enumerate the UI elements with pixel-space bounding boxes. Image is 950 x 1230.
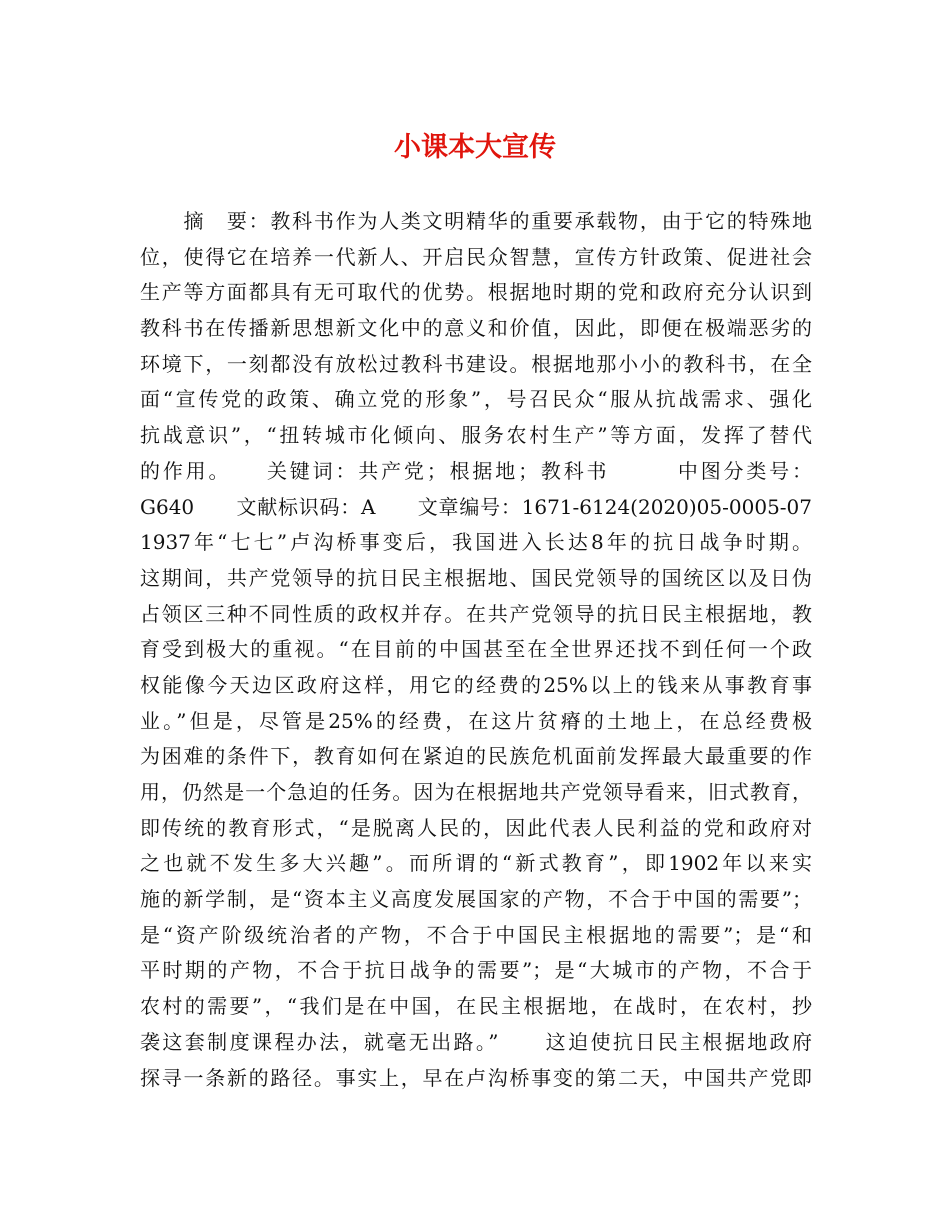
document-body: [140, 204, 812, 1096]
body-line: 摘 要：教科书作为人类文明精华的重要承载物，由于它的特殊地: [140, 209, 812, 233]
body-line: 的作用。 关键词：共产党；根据地；教科书 中图分类号：: [140, 458, 812, 483]
body-line: 即传统的教育形式，“是脱离人民的，因此代表人民利益的党和政府对: [140, 815, 812, 840]
body-line: 面“宣传党的政策、确立党的形象”，号召民众“服从抗战需求、强化: [140, 387, 812, 412]
body-line: 是“资产阶级统治者的产物，不合于中国民主根据地的需要”；是“和: [140, 922, 812, 947]
body-line: 探寻一条新的路径。事实上，早在卢沟桥事变的第二天，中国共产党即: [140, 1065, 812, 1090]
body-line: 用，仍然是一个急迫的任务。因为在根据地共产党领导看来，旧式教育，: [140, 780, 812, 804]
body-line: 农村的需要”，“我们是在中国，在民主根据地，在战时，在农村，抄: [140, 994, 812, 1019]
body-line: 抗战意识”，“扭转城市化倾向、服务农村生产”等方面，发挥了替代: [140, 423, 812, 448]
body-line: G640 文献标识码：A 文章编号：1671-6124(2020)05-0005-07: [140, 494, 812, 519]
document-title: 小课本大宣传: [394, 132, 556, 163]
body-line: 为困难的条件下，教育如何在紧迫的民族危机面前发挥最大最重要的作: [140, 744, 812, 769]
body-line: 环境下，一刻都没有放松过教科书建设。根据地那小小的教科书，在全: [140, 351, 812, 376]
body-line: 教科书在传播新思想新文化中的意义和价值，因此，即便在极端恶劣的: [140, 316, 812, 341]
body-line: 这期间，共产党领导的抗日民主根据地、国民党领导的国统区以及日伪: [140, 565, 812, 590]
body-line: 权能像今天边区政府这样，用它的经费的25%以上的钱来从事教育事: [140, 672, 812, 697]
body-line: 位，使得它在培养一代新人、开启民众智慧，宣传方针政策、促进社会: [140, 244, 812, 269]
body-line: 生产等方面都具有无可取代的优势。根据地时期的党和政府充分认识到: [140, 280, 812, 305]
body-line: 之也就不发生多大兴趣”。而所谓的“新式教育”，即1902年以来实: [140, 851, 812, 876]
body-line: 占领区三种不同性质的政权并存。在共产党领导的抗日民主根据地，教: [140, 601, 812, 626]
body-line: 施的新学制，是“资本主义高度发展国家的产物，不合于中国的需要”；: [140, 887, 812, 912]
body-line: 袭这套制度课程办法，就毫无出路。” 这迫使抗日民主根据地政府: [140, 1029, 812, 1054]
body-line: 业。”但是，尽管是25%的经费，在这片贫瘠的土地上，在总经费极: [140, 708, 812, 733]
body-line: 平时期的产物，不合于抗日战争的需要”；是“大城市的产物，不合于: [140, 958, 812, 983]
body-line: 育受到极大的重视。“在目前的中国甚至在全世界还找不到任何一个政: [140, 637, 812, 662]
body-line: 1937年“七七”卢沟桥事变后，我国进入长达8年的抗日战争时期。: [140, 530, 812, 555]
